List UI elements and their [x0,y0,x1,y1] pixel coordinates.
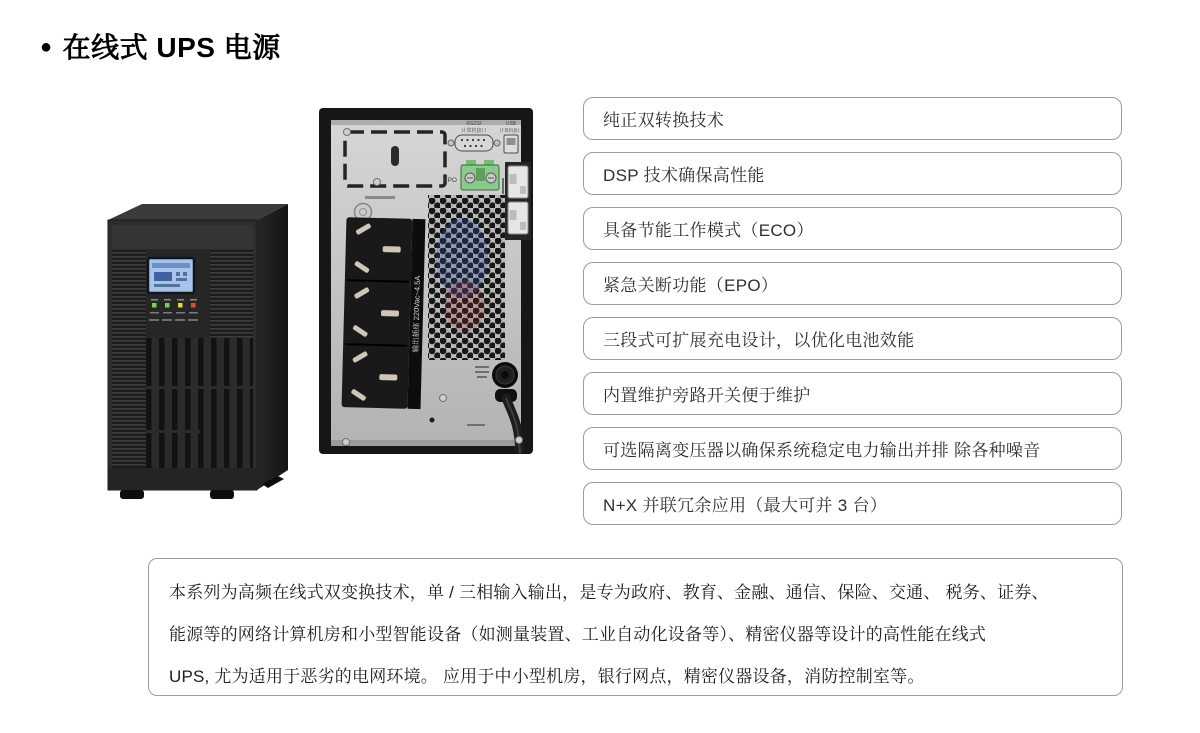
svg-text:RS232: RS232 [466,121,482,127]
feature-box-6 [583,372,1122,415]
feature-label: 内置维护旁路开关便于维护 [603,386,811,405]
description-line: 能源等的网络计算机房和小型智能设备（如测量装置、工业自动化设备等）、精密仪器等设计的高性能在线式 [169,625,987,644]
feature-list [583,97,1122,537]
output-socket-block [342,217,426,409]
front-slot-vents [146,338,253,468]
feature-label: 可选隔离变压器以确保系统稳定电力输出并排 除各种噪音 [603,441,1041,460]
panel-button-1 [149,319,159,321]
panel-hole [430,418,435,423]
feature-box-5 [583,317,1122,360]
lcd-screen [148,258,194,293]
left-rib-vents [112,250,146,480]
feature-label: DSP 技术确保高性能 [603,166,765,185]
panel-button-4 [188,319,198,321]
battery-connectors [502,162,531,240]
feature-box-2 [583,152,1122,195]
ups-rear-view-image [319,108,533,454]
led-yellow [178,303,183,308]
led-red [191,303,196,308]
feature-label: 纯正双转换技术 [603,111,725,130]
feature-label: 紧急关断功能（EPO） [603,276,779,295]
ups-front-view-image [104,200,294,502]
ups-front-view-svg [104,200,294,502]
feature-box-3 [583,207,1122,250]
description-line: 本系列为高频在线式双变换技术，单 / 三相输入输出，是专为政府、教育、金融、通信、保险、交通、 税务、证券、 [169,583,1049,602]
feature-box-8 [583,482,1122,525]
feature-label: 具备节能工作模式（ECO） [603,221,814,240]
svg-text:USB: USB [505,121,517,127]
page-title-text: 在线式 UPS 电源 [62,32,281,63]
page-title [40,26,281,66]
feature-box-1 [583,97,1122,140]
right-rib-vents [210,250,253,338]
front-top-band [112,225,253,249]
feature-box-7 [583,427,1122,470]
product-description-box [148,558,1123,696]
led-green-2 [165,303,170,308]
panel-button-3 [175,319,185,321]
ups-rear-view-svg [319,108,533,454]
front-top-face [108,204,288,220]
output-socket-label: 输出插座 220Vac~4.5A [410,275,422,353]
front-bottom-bezel [108,468,257,490]
feature-label: N+X 并联冗余应用（最大可并 3 台） [603,496,888,515]
foot-right [210,490,234,499]
description-line: UPS, 尤为适用于恶劣的电网环境。 应用于中小型机房，银行网点，精密仪器设备，消防控制室等。 [169,667,925,686]
fan-vent-grid [428,195,505,360]
svg-text:计算机接口: 计算机接口 [461,128,487,134]
foot-left [120,490,144,499]
epo-label: EPO [443,177,457,184]
panel-button-2 [162,319,172,321]
feature-box-4 [583,262,1122,305]
front-side-face [257,204,288,490]
feature-label: 三段式可扩展充电设计，以优化电池效能 [603,331,915,350]
bullet-icon: ● [40,36,53,58]
svg-text:计算机接口: 计算机接口 [499,128,523,133]
led-green-1 [152,303,157,308]
